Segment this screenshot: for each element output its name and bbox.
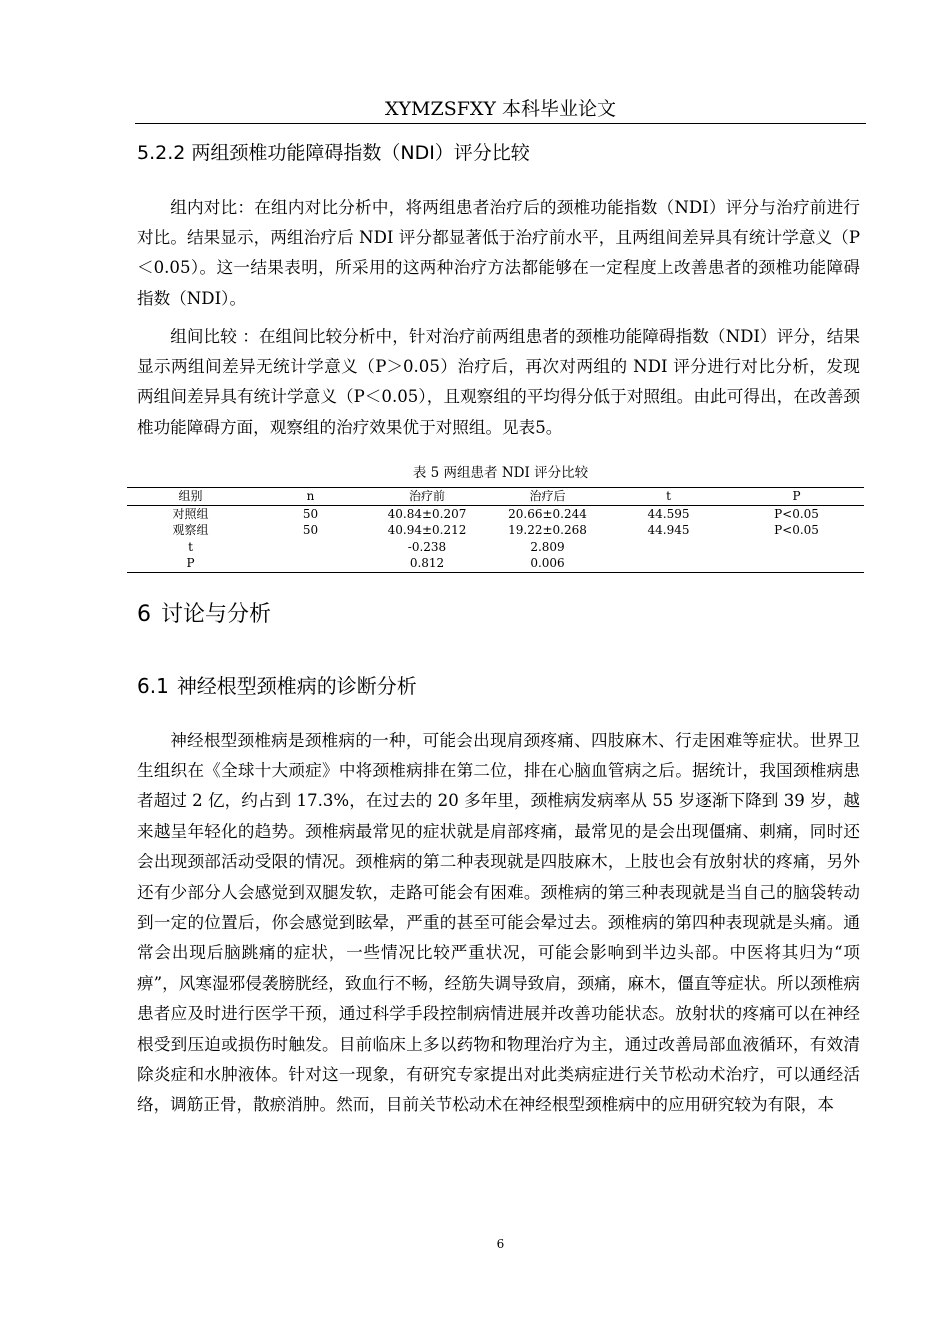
page-header: XYMZSFXY 本科毕业论文	[384, 98, 617, 120]
table-row	[127, 539, 864, 556]
table-cell	[608, 539, 729, 556]
table-cell	[254, 539, 367, 556]
table-header-row	[127, 488, 864, 506]
paragraph-diagnosis-analysis: 神经根型颈椎病是颈椎病的一种，可能会出现肩颈疼痛、四肢麻木、行走困难等症状。世界卫生组织在《全球十大顽症》中将颈椎病排在第二位，排在心脑血管病之后。据统计，我国颈椎病患者超过 2 亿，约占到 17.3%，在过去的 20 多年里，颈椎病发病率从 55 岁逐渐下降到 39 岁，越来越呈年轻化的趋势。颈椎病最常见的症状就是肩部疼痛，最常见的是会出现僵痛、刺痛，同时还会出现颈部活动受限的情况。颈椎病的第二种表现就是四肢麻木，上肢也会有放射状的疼痛，另外还有少部分人会感觉到双腿发软，走路可能会有困难。颈椎病的第三种表现就是当自己的脑袋转动到一定的位置后，你会感觉到眩晕，严重的甚至可能会晕过去。颈椎病的第四种表现就是头痛。通常会出现后脑跳痛的症状，一些情况比较严重状况，可能会影响到半边头部。中医将其归为“项痹”，风寒湿邪侵袭膀胱经，致血行不畅，经筋失调导致肩，颈痛，麻木，僵直等症状。所以颈椎病患者应及时进行医学干预，通过科学手段控制病情进展并改善功能状态。放射状的疼痛可以在神经根受到压迫或损伤时触发。目前临床上多以药物和物理治疗为主，通过改善局部血液循环，有效清除炎症和水肿液体。针对这一现象，有研究专家提出对此类病症进行关节松动术治疗，可以通经活络，调筋正骨，散瘀消肿。然而，目前关节松动术在神经根型颈椎病中的应用研究较为有限，本	[137, 730, 860, 1115]
column-header: 组别	[178, 489, 203, 503]
table-cell: 0.006	[530, 556, 565, 570]
column-header: t	[666, 489, 671, 503]
paragraph-inter-group: 组间比较 ：在组间比较分析中，针对治疗前两组患者的颈椎功能障碍指数（NDI）评分，结果显示两组间差异无统计学意义（P＞0.05）治疗后，再次对两组的 NDI 评分进行对比分析，发现两组间差异具有统计学意义（P＜0.05），且观察组的平均得分低于对照组。由此可得出，在改善颈椎功能障碍方面，观察组的治疗效果优于对照组。见表5。	[137, 326, 860, 437]
section-title: 神经根型颈椎病的诊断分析	[176, 674, 417, 698]
table-cell	[254, 555, 367, 572]
page-number: 6	[496, 1237, 505, 1251]
table-cell: P<0.05	[774, 523, 819, 537]
paragraph-intra-group: 组内对比：在组内对比分析中，将两组患者治疗后的颈椎功能指数（NDI）评分与治疗前进行对比。结果显示，两组治疗后 NDI 评分都显著低于治疗前水平，且两组间差异具有统计学意义（P＜0.05）。这一结果表明，所采用的这两种治疗方法都能够在一定程度上改善患者的颈椎功能障碍指数（NDI）。	[137, 197, 860, 308]
section-title: 两组颈椎功能障碍指数（NDI）评分比较	[191, 142, 530, 164]
chapter-title: 讨论与分析	[161, 602, 272, 627]
column-header: P	[792, 489, 801, 503]
table-cell: 50	[302, 506, 319, 521]
table-cell	[608, 555, 729, 572]
table-cell: 19.22±0.268	[508, 523, 587, 537]
table-cell: 44.945	[647, 523, 690, 537]
column-header: 治疗后	[529, 489, 566, 503]
table-cell: 0.812	[409, 556, 445, 570]
table-cell: P<0.05	[774, 506, 819, 521]
column-header: 治疗前	[408, 489, 445, 503]
table-caption: 表 5 两组患者 NDI 评分比较	[412, 465, 589, 481]
chapter-heading-6	[137, 600, 271, 630]
section-heading-6-1	[137, 672, 417, 700]
section-heading-5-2-2	[137, 140, 530, 166]
table-cell: 40.94±0.212	[387, 523, 467, 537]
table-cell: 20.66±0.244	[508, 506, 587, 521]
table-cell: 观察组	[172, 523, 209, 537]
table-cell: 2.809	[530, 539, 565, 554]
table-cell: 对照组	[172, 506, 209, 521]
table-cell: 44.595	[647, 506, 690, 521]
table-cell: 40.84±0.207	[387, 506, 467, 521]
column-header: n	[306, 489, 315, 503]
table-row	[127, 522, 864, 539]
table-cell: t	[188, 539, 193, 554]
ndi-score-table	[127, 487, 864, 573]
table-cell	[729, 555, 864, 572]
table-cell: -0.238	[407, 539, 447, 554]
table-cell	[729, 539, 864, 556]
chapter-number: 6	[137, 602, 151, 627]
table-cell: 50	[302, 523, 319, 537]
header-rule	[135, 123, 866, 124]
table-row	[127, 505, 864, 522]
table-cell: P	[186, 556, 195, 570]
section-number: 6.1	[137, 674, 169, 698]
table-row	[127, 555, 864, 572]
section-number: 5.2.2	[137, 142, 186, 164]
